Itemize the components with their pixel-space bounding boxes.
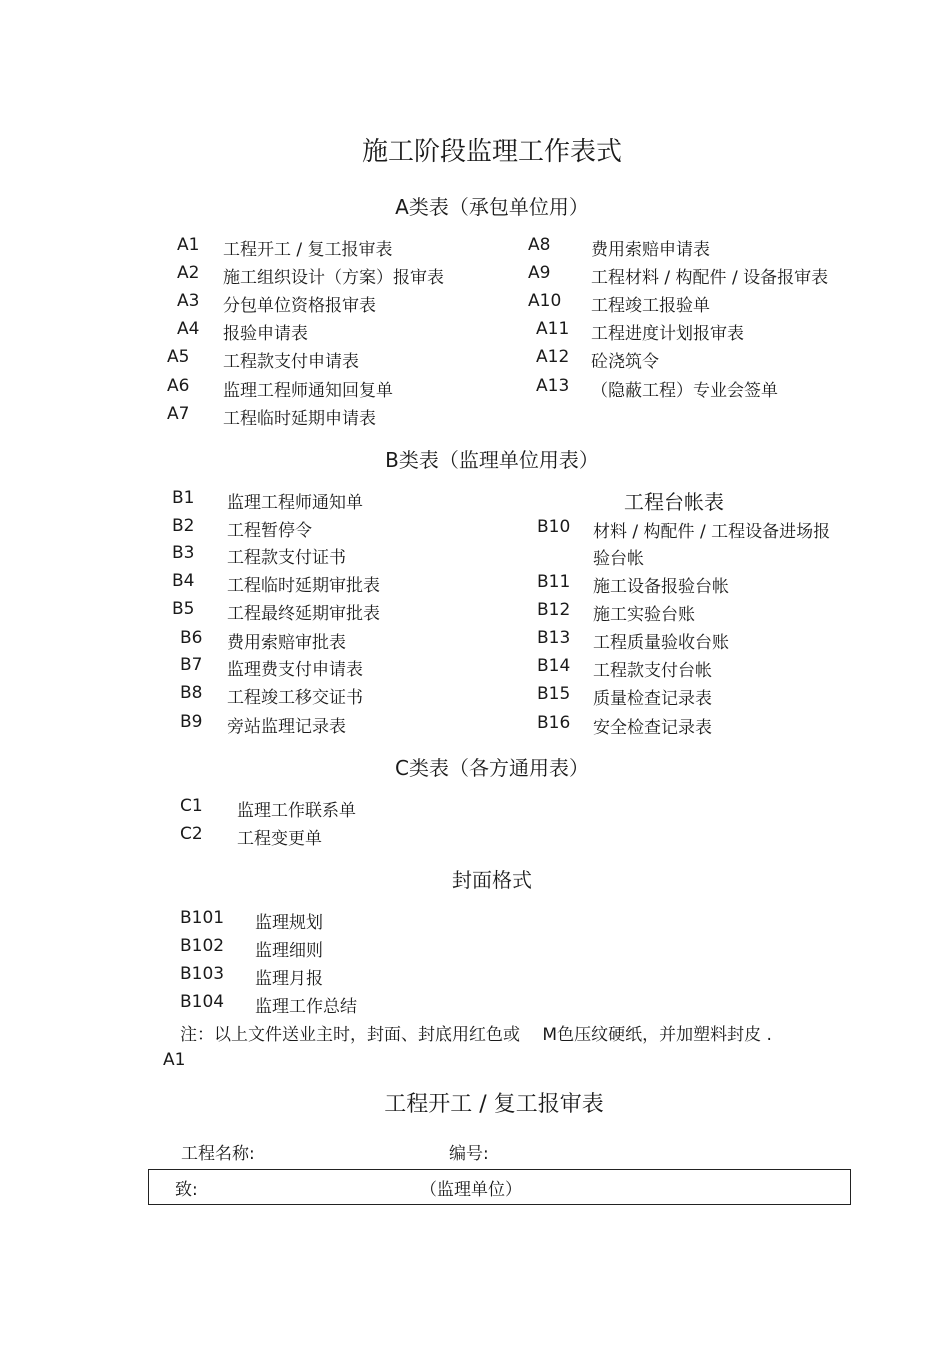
item-code: A4 (177, 319, 200, 339)
section-b-heading: B类表（监理单位用表） (385, 448, 599, 472)
list-item (167, 347, 497, 372)
list-item (172, 516, 502, 541)
list-item (167, 376, 497, 401)
item-code: A9 (528, 263, 551, 283)
item-code: B8 (180, 683, 203, 703)
item-code: B5 (172, 599, 195, 619)
cover-heading: 封面格式 (452, 868, 532, 892)
list-item (180, 655, 502, 680)
item-code: A5 (167, 347, 190, 367)
list-item (537, 517, 857, 567)
item-name: 砼浇筑令 (591, 352, 659, 372)
item-name: 监理工程师通知回复单 (223, 381, 393, 401)
form-title: 工程开工 / 复工报审表 (384, 1092, 604, 1117)
item-name: 工程竣工移交证书 (227, 688, 363, 708)
item-code: B11 (537, 572, 571, 592)
item-code: A11 (536, 319, 570, 339)
list-item (528, 291, 858, 316)
item-name: 施工组织设计（方案）报审表 (223, 268, 444, 288)
item-name: 工程变更单 (237, 829, 322, 849)
project-name-label: 工程名称: (181, 1144, 255, 1164)
section-c-heading: C类表（各方通用表） (395, 756, 589, 780)
item-code: B4 (172, 571, 195, 591)
item-code: B13 (537, 628, 571, 648)
item-code: A12 (536, 347, 570, 367)
to-label: 致: (175, 1180, 198, 1200)
item-name: 工程进度计划报审表 (591, 324, 744, 344)
list-item (172, 488, 502, 513)
supervisor-label: （监理单位） (420, 1180, 522, 1200)
item-code: C2 (180, 824, 203, 844)
list-item (180, 796, 480, 821)
item-name: 报验申请表 (223, 324, 308, 344)
item-code: B102 (180, 936, 225, 956)
item-name: 质量检查记录表 (593, 689, 712, 709)
item-name: 工程开工 / 复工报审表 (223, 240, 393, 260)
list-item (536, 319, 858, 344)
list-item (537, 628, 857, 653)
item-name: 工程临时延期申请表 (223, 409, 376, 429)
list-item (537, 713, 857, 738)
item-name: 工程质量验收台账 (593, 633, 729, 653)
list-item (180, 964, 480, 989)
list-item (172, 543, 502, 568)
list-item (537, 656, 857, 681)
item-name: 工程最终延期审批表 (227, 604, 380, 624)
list-item (177, 263, 497, 288)
list-item (172, 571, 502, 596)
item-code: B14 (537, 656, 571, 676)
list-item (537, 600, 857, 625)
item-code: B101 (180, 908, 225, 928)
list-item (537, 684, 857, 709)
item-name: 旁站监理记录表 (227, 717, 346, 737)
item-code: A1 (177, 235, 200, 255)
list-item (528, 263, 858, 288)
item-code: A10 (528, 291, 562, 311)
item-code: B9 (180, 712, 203, 732)
item-code: B12 (537, 600, 571, 620)
form-table (148, 1169, 851, 1205)
item-code: C1 (180, 796, 203, 816)
item-name: 监理工作总结 (255, 997, 357, 1017)
page-title: 施工阶段监理工作表式 (361, 137, 622, 167)
item-code: B15 (537, 684, 571, 704)
item-code: B7 (180, 655, 203, 675)
item-code: A3 (177, 291, 200, 311)
list-item (167, 404, 497, 429)
item-name: 监理规划 (255, 913, 323, 933)
list-item (177, 319, 497, 344)
item-name: 监理月报 (255, 969, 323, 989)
item-code: B1 (172, 488, 195, 508)
number-label: 编号: (449, 1144, 489, 1164)
list-item (180, 712, 502, 737)
list-item (180, 936, 480, 961)
section-a-heading: A类表（承包单位用） (395, 195, 589, 219)
item-name: 施工设备报验台帐 (593, 577, 729, 597)
item-name: 监理工作联系单 (237, 801, 356, 821)
item-code: B104 (180, 992, 225, 1012)
item-code: A7 (167, 404, 190, 424)
item-name: （隐蔽工程）专业会签单 (591, 381, 778, 401)
list-item (536, 347, 858, 372)
list-item (528, 235, 858, 260)
item-code: B6 (180, 628, 203, 648)
item-code: B2 (172, 516, 195, 536)
item-name: 工程临时延期审批表 (227, 576, 380, 596)
ledger-heading: 工程台帐表 (624, 490, 724, 514)
item-code: B103 (180, 964, 225, 984)
item-code: B10 (537, 517, 571, 537)
item-code: A8 (528, 235, 551, 255)
item-name: 工程款支付证书 (227, 548, 346, 568)
list-item (177, 291, 497, 316)
item-name: 监理费支付申请表 (227, 660, 363, 680)
item-code: B3 (172, 543, 195, 563)
list-item (180, 992, 480, 1017)
item-code: B16 (537, 713, 571, 733)
item-name: 监理工程师通知单 (227, 493, 363, 513)
form-code: A1 (163, 1050, 186, 1070)
list-item (537, 572, 857, 597)
list-item (177, 235, 497, 260)
item-name: 工程竣工报验单 (591, 296, 710, 316)
list-item (180, 908, 480, 933)
item-name: 工程暂停令 (227, 521, 312, 541)
item-name: 材料 / 构配件 / 工程设备进场报 (593, 522, 831, 542)
item-code: A6 (167, 376, 190, 396)
list-item (180, 683, 502, 708)
list-item (180, 628, 502, 653)
item-name-continuation: 验台帐 (593, 549, 644, 569)
item-name: 工程款支付申请表 (223, 352, 359, 372)
item-name: 工程材料 / 构配件 / 设备报审表 (591, 268, 829, 288)
item-code: A2 (177, 263, 200, 283)
item-name: 费用索赔申请表 (591, 240, 710, 260)
item-name: 分包单位资格报审表 (223, 296, 376, 316)
list-item (172, 599, 502, 624)
item-name: 安全检查记录表 (593, 718, 712, 738)
item-name: 工程款支付台帐 (593, 661, 712, 681)
item-name: 施工实验台账 (593, 605, 695, 625)
list-item (536, 376, 858, 401)
item-code: A13 (536, 376, 570, 396)
list-item (180, 824, 480, 849)
item-name: 费用索赔审批表 (227, 633, 346, 653)
cover-note: 注：以上文件送业主时，封面、封底用红色或 M色压纹硬纸，并加塑料封皮 . (180, 1025, 772, 1045)
item-name: 监理细则 (255, 941, 323, 961)
